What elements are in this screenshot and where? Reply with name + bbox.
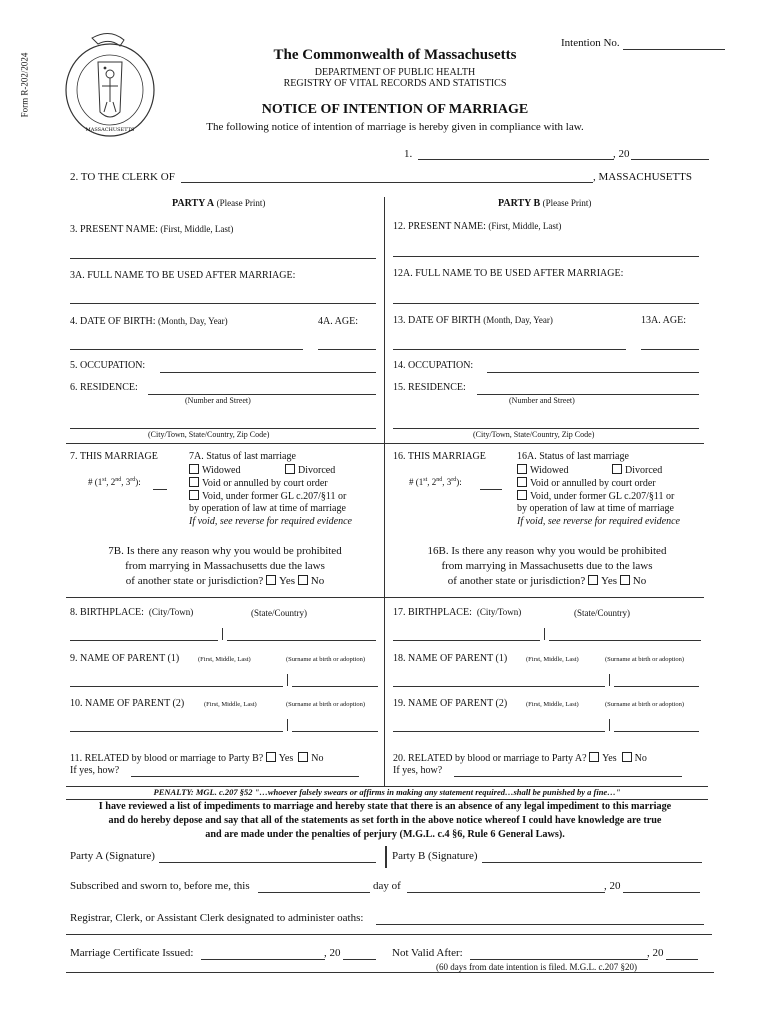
not-valid-label: Not Valid After: [392,947,463,959]
checkbox-icon[interactable] [298,752,308,762]
party-b-occupation-field[interactable] [487,372,699,373]
date-year-field[interactable] [631,159,709,160]
party-a-birth-city-field[interactable] [70,640,218,641]
seal-text: MASSACHUSETTS [85,127,135,133]
registrar-field[interactable] [376,924,704,925]
sworn-year-field[interactable] [623,892,700,893]
party-b-full-name-label: 12A. FULL NAME TO BE USED AFTER MARRIAGE: [393,268,624,279]
party-b-birth-state-field[interactable] [549,640,701,641]
checkbox-icon[interactable] [298,575,308,585]
clerk-field[interactable] [181,182,593,183]
party-b-parent2-label: 19. NAME OF PARENT (2) [393,698,508,709]
party-a-parent2-first-hint: (First, Middle, Last) [204,701,257,708]
party-b-heading: PARTY B (Please Print) [498,198,592,209]
cert-issued-field[interactable] [201,959,325,960]
registry: REGISTRY OF VITAL RECORDS AND STATISTICS [283,78,507,89]
party-b-by-operation: by operation of law at time of marriage [517,503,674,514]
separator [66,972,714,973]
party-a-signature-field[interactable] [159,862,376,863]
party-a-occupation-field[interactable] [160,372,376,373]
party-a-widowed[interactable]: Widowed [189,464,240,476]
party-b-parent2-first-hint: (First, Middle, Last) [526,701,579,708]
party-b-age-label: 13A. AGE: [641,315,686,326]
party-a-if-yes-field[interactable] [131,776,359,777]
party-b-if-yes-field[interactable] [454,776,682,777]
party-b-parent1-label: 18. NAME OF PARENT (1) [393,653,508,664]
not-valid-year-field[interactable] [666,959,698,960]
divider [544,628,545,640]
party-a-residence-label: 6. RESIDENCE: [70,382,138,393]
checkbox-icon[interactable] [612,464,622,474]
party-a-city-field[interactable] [70,428,376,429]
checkbox-icon[interactable] [589,752,599,762]
party-a-birth-state-field[interactable] [227,640,376,641]
date-number: 1. [404,148,413,160]
cert-year-field[interactable] [343,959,376,960]
party-a-street-hint: (Number and Street) [185,396,251,405]
sworn-month-field[interactable] [407,892,605,893]
party-b-void-gl[interactable]: Void, under former GL c.207/§11 or [517,490,674,502]
separator [66,934,712,935]
party-b-state-country-hint: (State/Country) [574,608,630,618]
party-a-parent1-first-field[interactable] [70,686,283,687]
party-b-parent2-first-field[interactable] [393,731,605,732]
checkbox-icon[interactable] [189,464,199,474]
party-a-status-label: 7A. Status of last marriage [189,451,296,462]
party-b-parent1-surname-hint: (Surname at birth or adoption) [605,656,685,663]
checkbox-icon[interactable] [622,752,632,762]
party-b-parent1-surname-field[interactable] [614,686,699,687]
cert-year-prefix: , 20 [324,947,341,959]
party-a-street-field[interactable] [148,394,376,395]
sworn-year-prefix: , 20 [604,880,621,892]
party-b-status-label: 16A. Status of last marriage [517,451,629,462]
party-b-full-name-field[interactable] [393,303,699,304]
party-b-street-hint: (Number and Street) [509,396,575,405]
party-a-dob-field[interactable] [70,349,303,350]
notice-intro: The following notice of intention of marriage is hereby given in compliance with law. [206,121,584,133]
party-a-city-hint: (City/Town, State/Country, Zip Code) [148,430,270,439]
party-b-if-yes-label: If yes, how? [393,765,443,776]
party-a-age-label: 4A. AGE: [318,316,358,327]
party-b-widowed[interactable]: Widowed [517,464,568,476]
party-b-prohibited: 16B. Is there any reason why you would be prohibited from marrying in Massachusetts due to the laws of another state or jurisdiction? Yes No [427,545,667,587]
party-b-ordinal-field[interactable] [480,489,502,490]
party-b-related: 20. RELATED by blood or marriage to Party A? Yes No [393,753,647,764]
party-a-birthplace-label: 8. BIRTHPLACE: (City/Town) [70,607,194,618]
checkbox-icon[interactable] [517,464,527,474]
party-b-if-void: If void, see reverse for required evidence [517,516,680,527]
party-a-parent1-label: 9. NAME OF PARENT (1) [70,653,180,664]
party-a-parent1-surname-field[interactable] [292,686,378,687]
checkbox-icon[interactable] [266,752,276,762]
sixty-days-note: (60 days from date intention is filed. M.G.L. c.207 §20) [436,962,637,972]
checkbox-icon[interactable] [189,477,199,487]
checkbox-icon[interactable] [285,464,295,474]
party-a-this-marriage-label: 7. THIS MARRIAGE [70,451,158,462]
party-a-parent2-first-field[interactable] [70,731,283,732]
date-field[interactable] [418,159,614,160]
party-a-age-field[interactable] [318,349,376,350]
party-b-dob-label: 13. DATE OF BIRTH (Month, Day, Year) [393,315,553,326]
party-a-full-name-label: 3A. FULL NAME TO BE USED AFTER MARRIAGE: [70,270,296,281]
party-a-by-operation: by operation of law at time of marriage [189,503,346,514]
party-b-signature-label: Party B (Signature) [392,850,478,862]
sworn-day-field[interactable] [258,892,370,893]
affirmation: I have reviewed a list of impediments to marriage and hereby state that there is an absence of any legal impediment to this marriage and do hereby depose and say that all of the statements as set forth in the above notice whereof I could have knowledge are true and are made under the penalties of perjury (M.G.L. c.4 §6, Rule 6 General Laws). [98,801,672,840]
party-a-dob-label: 4. DATE OF BIRTH: (Month, Day, Year) [70,316,228,327]
form-title: The Commonwealth of Massachusetts [273,47,517,63]
checkbox-icon[interactable] [517,490,527,500]
party-b-occupation-label: 14. OCCUPATION: [393,360,474,371]
separator [66,443,384,444]
party-a-void-court[interactable]: Void or annulled by court order [189,477,328,489]
party-b-parent1-first-hint: (First, Middle, Last) [526,656,579,663]
checkbox-icon[interactable] [189,490,199,500]
party-b-city-field[interactable] [393,428,699,429]
intention-no-line[interactable] [623,49,725,50]
party-b-ordinal-label: # (1st, 2nd, 3rd): [409,477,462,487]
party-a-divorced[interactable]: Divorced [285,464,335,476]
penalty-text: PENALTY: MGL. c.207 §52 "…whoever falsely swears or affirms in making any statement required…shall be punished by a fine…" [153,787,621,797]
party-a-parent1-surname-hint: (Surname at birth or adoption) [286,656,366,663]
party-b-parent2-surname-hint: (Surname at birth or adoption) [605,701,685,708]
notice-title: NOTICE OF INTENTION OF MARRIAGE [261,102,529,117]
checkbox-icon[interactable] [266,575,276,585]
party-a-present-name-field[interactable] [70,258,376,259]
party-b-divorced[interactable]: Divorced [612,464,662,476]
party-b-street-field[interactable] [477,394,699,395]
party-a-heading: PARTY A (Please Print) [172,198,266,209]
form-id: Form R-202/2024 [19,52,30,118]
clerk-label: 2. TO THE CLERK OF [70,171,175,183]
state-seal-icon [62,28,158,140]
party-b-void-court[interactable]: Void or annulled by court order [517,477,656,489]
party-a-present-name-label: 3. PRESENT NAME: (First, Middle, Last) [70,224,234,235]
registrar-label: Registrar, Clerk, or Assistant Clerk designated to administer oaths: [70,912,364,924]
party-a-state-country-hint: (State/Country) [251,608,307,618]
party-a-signature-label: Party A (Signature) [70,850,155,862]
party-a-parent2-surname-field[interactable] [292,731,378,732]
checkbox-icon[interactable] [620,575,630,585]
party-a-full-name-field[interactable] [70,303,376,304]
party-a-if-void: If void, see reverse for required evidence [189,516,352,527]
sworn-label: Subscribed and sworn to, before me, this [70,880,250,892]
department: DEPARTMENT OF PUBLIC HEALTH [314,67,476,78]
party-b-residence-label: 15. RESIDENCE: [393,382,466,393]
party-b-parent2-surname-field[interactable] [614,731,699,732]
divider [222,628,223,640]
party-b-birth-city-field[interactable] [393,640,540,641]
divider [385,846,387,868]
party-b-this-marriage-label: 16. THIS MARRIAGE [393,451,486,462]
separator [66,597,384,598]
date-year-prefix: , 20 [613,148,630,160]
party-b-signature-field[interactable] [482,862,702,863]
sworn-day-of: day of [373,880,401,892]
checkbox-icon[interactable] [588,575,598,585]
clerk-suffix: , MASSACHUSETTS [593,171,693,183]
party-b-birthplace-label: 17. BIRTHPLACE: (City/Town) [393,607,522,618]
divider [609,674,610,686]
party-b-age-field[interactable] [641,349,699,350]
intention-no-label: Intention No. [561,37,620,49]
party-a-prohibited: 7B. Is there any reason why you would be prohibited from marrying in Massachusetts due the laws of another state or jurisdiction? Yes No [108,545,342,587]
divider [287,719,288,731]
party-a-void-gl[interactable]: Void, under former GL c.207/§11 or [189,490,346,502]
divider [609,719,610,731]
party-a-parent2-label: 10. NAME OF PARENT (2) [70,698,185,709]
party-a-parent1-first-hint: (First, Middle, Last) [198,656,251,663]
party-a-related: 11. RELATED by blood or marriage to Party B? Yes No [70,753,324,764]
party-a-if-yes-label: If yes, how? [70,765,120,776]
separator [384,597,704,598]
party-a-parent2-surname-hint: (Surname at birth or adoption) [286,701,366,708]
party-a-ordinal-label: # (1st, 2nd, 3rd): [88,477,141,487]
party-b-present-name-label: 12. PRESENT NAME: (First, Middle, Last) [393,221,562,232]
checkbox-icon[interactable] [517,477,527,487]
divider [287,674,288,686]
party-a-occupation-label: 5. OCCUPATION: [70,360,146,371]
separator [384,443,704,444]
not-valid-field[interactable] [470,959,648,960]
cert-issued-label: Marriage Certificate Issued: [70,947,194,959]
party-a-ordinal-field[interactable] [153,489,167,490]
party-b-city-hint: (City/Town, State/Country, Zip Code) [473,430,595,439]
party-b-dob-field[interactable] [393,349,626,350]
column-divider [384,197,385,787]
party-b-parent1-first-field[interactable] [393,686,605,687]
not-valid-year-prefix: , 20 [647,947,664,959]
party-b-present-name-field[interactable] [393,256,699,257]
